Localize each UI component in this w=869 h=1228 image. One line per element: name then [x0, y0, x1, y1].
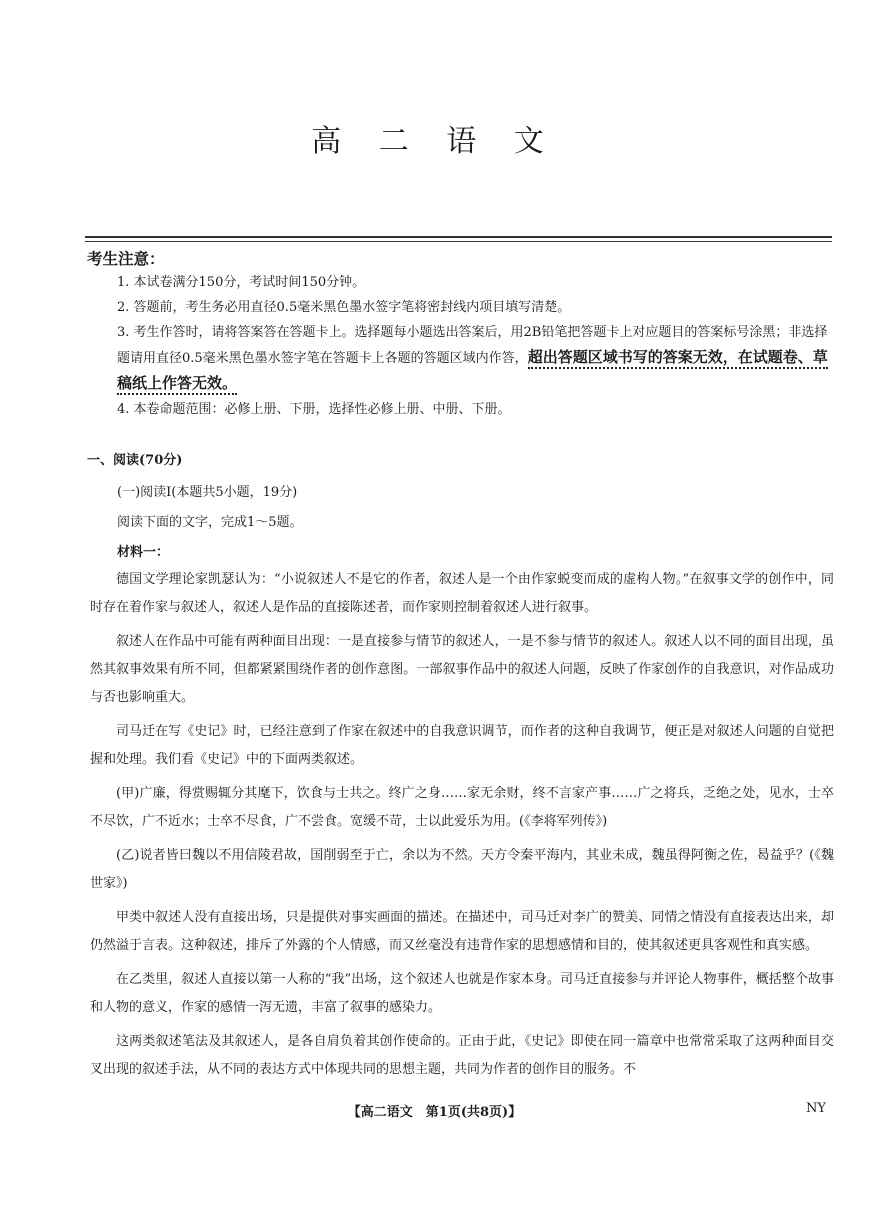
- section-heading: 一、阅读(70分): [87, 453, 183, 468]
- notice-item-4: 4. 本卷命题范围：必修上册、下册，选择性必修上册、中册、下册。: [117, 402, 511, 417]
- notice-item-3-emphasis: 超出答题区域书写的答案无效，在试题卷、草稿纸上作答无效。: [117, 348, 828, 395]
- header-divider-thin: [85, 241, 832, 242]
- notice-item-1: 1. 本试卷满分150分，考试时间150分钟。: [117, 275, 366, 290]
- notice-list: [117, 270, 837, 422]
- notice-item-3: [117, 320, 837, 397]
- passage: [90, 566, 834, 1090]
- material-label: 材料一：: [117, 545, 170, 560]
- notice-heading: 考生注意：: [87, 250, 165, 268]
- page-title: 高 二 语 文: [311, 124, 558, 159]
- paragraph: 这两类叙述笔法及其叙述人，是各自肩负着其创作使命的。正由于此，《史记》即使在同一篇章中也常常采取了这两种面目交叉出现的叙述手法，从不同的表达方式中体现共同的思想主题，共同为作者的创作目的服务。不: [90, 1034, 834, 1077]
- paragraph: 德国文学理论家凯瑟认为：“小说叙述人不是它的作者，叙述人是一个由作家蜕变而成的虚构人物。”在叙事文学的创作中，同时存在着作家与叙述人，叙述人是作品的直接陈述者，而作家则控制着叙述人进行叙事。: [90, 572, 834, 615]
- paragraph: 甲类中叙述人没有直接出场，只是提供对事实画面的描述。在描述中，司马迁对李广的赞美、同情之情没有直接表达出来，却仍然溢于言表。这种叙述，排斥了外露的个人情感，而又丝毫没有违背作家的思想感情和目的，使其叙述更具客观性和真实感。: [90, 910, 834, 953]
- page-footer: 【高二语文 第1页(共8页)】: [347, 1105, 522, 1120]
- subsection-heading: (一)阅读Ⅰ(本题共5小题，19分): [117, 485, 298, 500]
- header-divider: [85, 236, 832, 238]
- paragraph: 在乙类里，叙述人直接以第一人称的“我”出场，这个叙述人也就是作家本身。司马迁直接参与并评论人物事件，概括整个故事和人物的意义，作家的感情一泻无遗，丰富了叙事的感染力。: [90, 972, 834, 1015]
- notice-item-2: 2. 答题前，考生务必用直径0.5毫米黑色墨水签字笔将密封线内项目填写清楚。: [117, 300, 571, 315]
- footer-code: NY: [806, 1101, 826, 1116]
- paragraph: (甲)广廉，得赏赐辄分其麾下，饮食与士共之。终广之身……家无余财，终不言家产事……广之将兵，乏绝之处，见水，士卒不尽饮，广不近水；士卒不尽食，广不尝食。宽缓不苛，士以此爱乐为用。(《李将军列传》): [90, 786, 834, 829]
- paragraph: 叙述人在作品中可能有两种面目出现：一是直接参与情节的叙述人，一是不参与情节的叙述人。叙述人以不同的面目出现，虽然其叙事效果有所不同，但都紧紧围绕作者的创作意图。一部叙事作品中的叙述人问题，反映了作家创作的自我意识，对作品成功与否也影响重大。: [90, 634, 834, 705]
- paragraph: (乙)说者皆曰魏以不用信陵君故，国削弱至于亡，余以为不然。天方令秦平海内，其业未成，魏虽得阿衡之佐，曷益乎？(《魏世家》): [90, 848, 834, 891]
- notice-item-3-text: 3. 考生作答时，请将答案答在答题卡上。选择题每小题选出答案后，用2B铅笔把答题卡上对应题目的答案标号涂黑；非选择题请用直径0.5毫米黑色墨水签字笔在答题卡上各题的答题区域内作答，: [117, 325, 828, 366]
- instruction-text: 阅读下面的文字，完成1～5题。: [117, 515, 303, 530]
- paragraph: 司马迁在写《史记》时，已经注意到了作家在叙述中的自我意识调节，而作者的这种自我调节，便正是对叙述人问题的自觉把握和处理。我们看《史记》中的下面两类叙述。: [90, 724, 834, 767]
